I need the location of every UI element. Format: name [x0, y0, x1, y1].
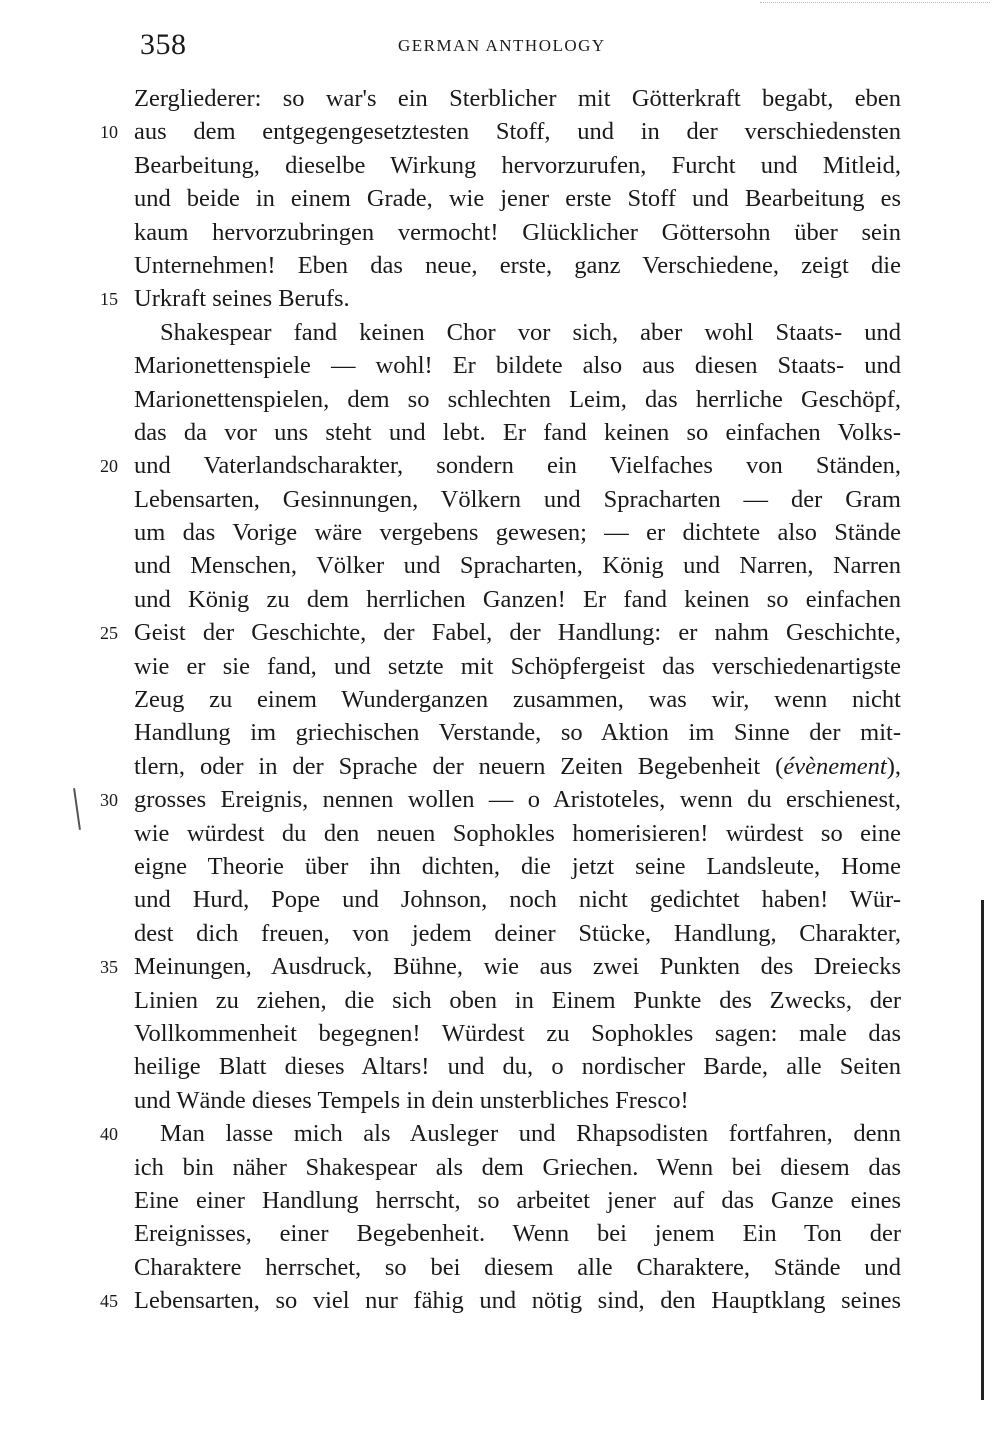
line-text: grosses Ereignis, nennen wollen — o Aristoteles, wenn du erschienest, — [134, 786, 901, 814]
line-number: 35 — [100, 957, 118, 978]
text-line — [0, 149, 1000, 182]
line-text: und beide in einem Grade, wie jener erste Stoff und Bearbeitung es — [134, 185, 901, 213]
line-text: und Wände dieses Tempels in dein unsterbliches Fresco! — [134, 1086, 689, 1114]
text-line — [0, 115, 1000, 148]
line-number: 15 — [100, 289, 118, 310]
line-number: 25 — [100, 623, 118, 644]
line-number: 40 — [100, 1124, 118, 1145]
line-text: tlern, oder in der Sprache der neuern Zeiten Begebenheit (évènement), — [134, 752, 901, 780]
text-line — [0, 1284, 1000, 1317]
text-line — [0, 716, 1000, 749]
text-line — [0, 616, 1000, 649]
line-text: Urkraft seines Berufs. — [134, 285, 350, 313]
text-line — [0, 549, 1000, 582]
text-line — [0, 950, 1000, 983]
body-text — [0, 82, 1000, 1317]
line-text: Linien zu ziehen, die sich oben in Einem Punkte des Zwecks, der — [134, 986, 901, 1014]
line-text: heilige Blatt dieses Altars! und du, o nordischer Barde, alle Seiten — [134, 1053, 901, 1081]
text-line — [0, 416, 1000, 449]
line-text: aus dem entgegengesetztesten Stoff, und in der verschiedensten — [134, 118, 901, 146]
line-text: Vollkommenheit begegnen! Würdest zu Sophokles sagen: male das — [134, 1019, 901, 1047]
line-text: wie würdest du den neuen Sophokles homerisieren! würdest so eine — [134, 819, 901, 847]
text-line — [0, 650, 1000, 683]
line-text: Meinungen, Ausdruck, Bühne, wie aus zwei Punkten des Dreiecks — [134, 953, 901, 981]
line-text: um das Vorige wäre vergebens gewesen; — er dichtete also Stände — [134, 519, 901, 547]
text-line — [0, 282, 1000, 315]
line-text: Zergliederer: so war's ein Sterblicher mit Götterkraft begabt, eben — [134, 85, 901, 112]
text-line — [0, 249, 1000, 282]
running-head: GERMAN ANTHOLOGY — [398, 36, 606, 55]
line-text: Geist der Geschichte, der Fabel, der Handlung: er nahm Geschichte, — [134, 619, 901, 647]
text-line — [0, 1217, 1000, 1250]
text-line — [0, 984, 1000, 1017]
line-number: 45 — [100, 1291, 118, 1312]
text-line — [0, 216, 1000, 249]
text-line — [0, 1251, 1000, 1284]
text-line — [0, 316, 1000, 349]
text-line — [0, 1050, 1000, 1083]
line-number: 20 — [100, 456, 118, 477]
text-line — [0, 850, 1000, 883]
text-line — [0, 883, 1000, 916]
line-text: Marionettenspiele — wohl! Er bildete also aus diesen Staats- und — [134, 352, 901, 380]
line-text: und Vaterlandscharakter, sondern ein Vielfaches von Ständen, — [134, 452, 901, 480]
scan-artifact-dots — [760, 2, 990, 5]
line-number: 30 — [100, 790, 118, 811]
line-text: wie er sie fand, und setzte mit Schöpfergeist das verschiedenartigste — [134, 652, 901, 680]
line-text: Man lasse mich als Ausleger und Rhapsodisten fortfahren, denn — [160, 1120, 901, 1148]
line-text: Charaktere herrschet, so bei diesem alle Charaktere, Stände und — [134, 1253, 901, 1281]
line-text: dest dich freuen, von jedem deiner Stücke, Handlung, Charakter, — [134, 919, 901, 947]
line-text: Ereignisses, einer Begebenheit. Wenn bei jenem Ein Ton der — [134, 1220, 901, 1248]
line-text: Unternehmen! Eben das neue, erste, ganz Verschiedene, zeigt die — [134, 251, 901, 279]
text-line — [0, 1117, 1000, 1150]
line-text: und Hurd, Pope und Johnson, noch nicht gedichtet haben! Wür- — [134, 886, 901, 914]
line-text: Shakespear fand keinen Chor vor sich, aber wohl Staats- und — [160, 318, 901, 346]
line-text: Lebensarten, Gesinnungen, Völkern und Spracharten — der Gram — [134, 485, 901, 513]
text-line — [0, 483, 1000, 516]
line-text: Eine einer Handlung herrscht, so arbeitet jener auf das Ganze eines — [134, 1186, 901, 1214]
text-line — [0, 817, 1000, 850]
page-header — [140, 28, 905, 68]
line-text: Bearbeitung, dieselbe Wirkung hervorzurufen, Furcht und Mitleid, — [134, 151, 901, 179]
page-edge-shadow — [981, 900, 984, 1400]
text-line — [0, 82, 1000, 115]
text-line — [0, 1184, 1000, 1217]
text-line — [0, 1151, 1000, 1184]
text-line — [0, 1017, 1000, 1050]
line-text: Marionettenspielen, dem so schlechten Leim, das herrliche Geschöpf, — [134, 385, 901, 413]
page-number: 358 — [140, 28, 187, 61]
text-line — [0, 683, 1000, 716]
line-text: das da vor uns steht und lebt. Er fand keinen so einfachen Volks- — [134, 418, 901, 446]
italic-term: évènement — [783, 752, 887, 780]
text-line — [0, 1084, 1000, 1117]
text-line — [0, 449, 1000, 482]
line-text: kaum hervorzubringen vermocht! Glücklicher Göttersohn über sein — [134, 218, 901, 246]
text-line — [0, 583, 1000, 616]
line-text: eigne Theorie über ihn dichten, die jetzt seine Landsleute, Home — [134, 852, 901, 880]
text-line — [0, 182, 1000, 215]
text-line — [0, 917, 1000, 950]
text-line — [0, 750, 1000, 783]
text-line — [0, 516, 1000, 549]
line-number: 10 — [100, 122, 118, 143]
text-line — [0, 783, 1000, 816]
line-text: ich bin näher Shakespear als dem Griechen. Wenn bei diesem das — [134, 1153, 901, 1181]
text-line — [0, 349, 1000, 382]
line-text: Lebensarten, so viel nur fähig und nötig sind, den Hauptklang seines — [134, 1287, 901, 1315]
text-line — [0, 383, 1000, 416]
line-text: und König zu dem herrlichen Ganzen! Er fand keinen so einfachen — [134, 585, 901, 613]
line-text: Handlung im griechischen Verstande, so Aktion im Sinne der mit- — [134, 719, 901, 747]
line-text: Zeug zu einem Wunderganzen zusammen, was wir, wenn nicht — [134, 686, 901, 714]
line-text: und Menschen, Völker und Spracharten, König und Narren, Narren — [134, 552, 901, 580]
